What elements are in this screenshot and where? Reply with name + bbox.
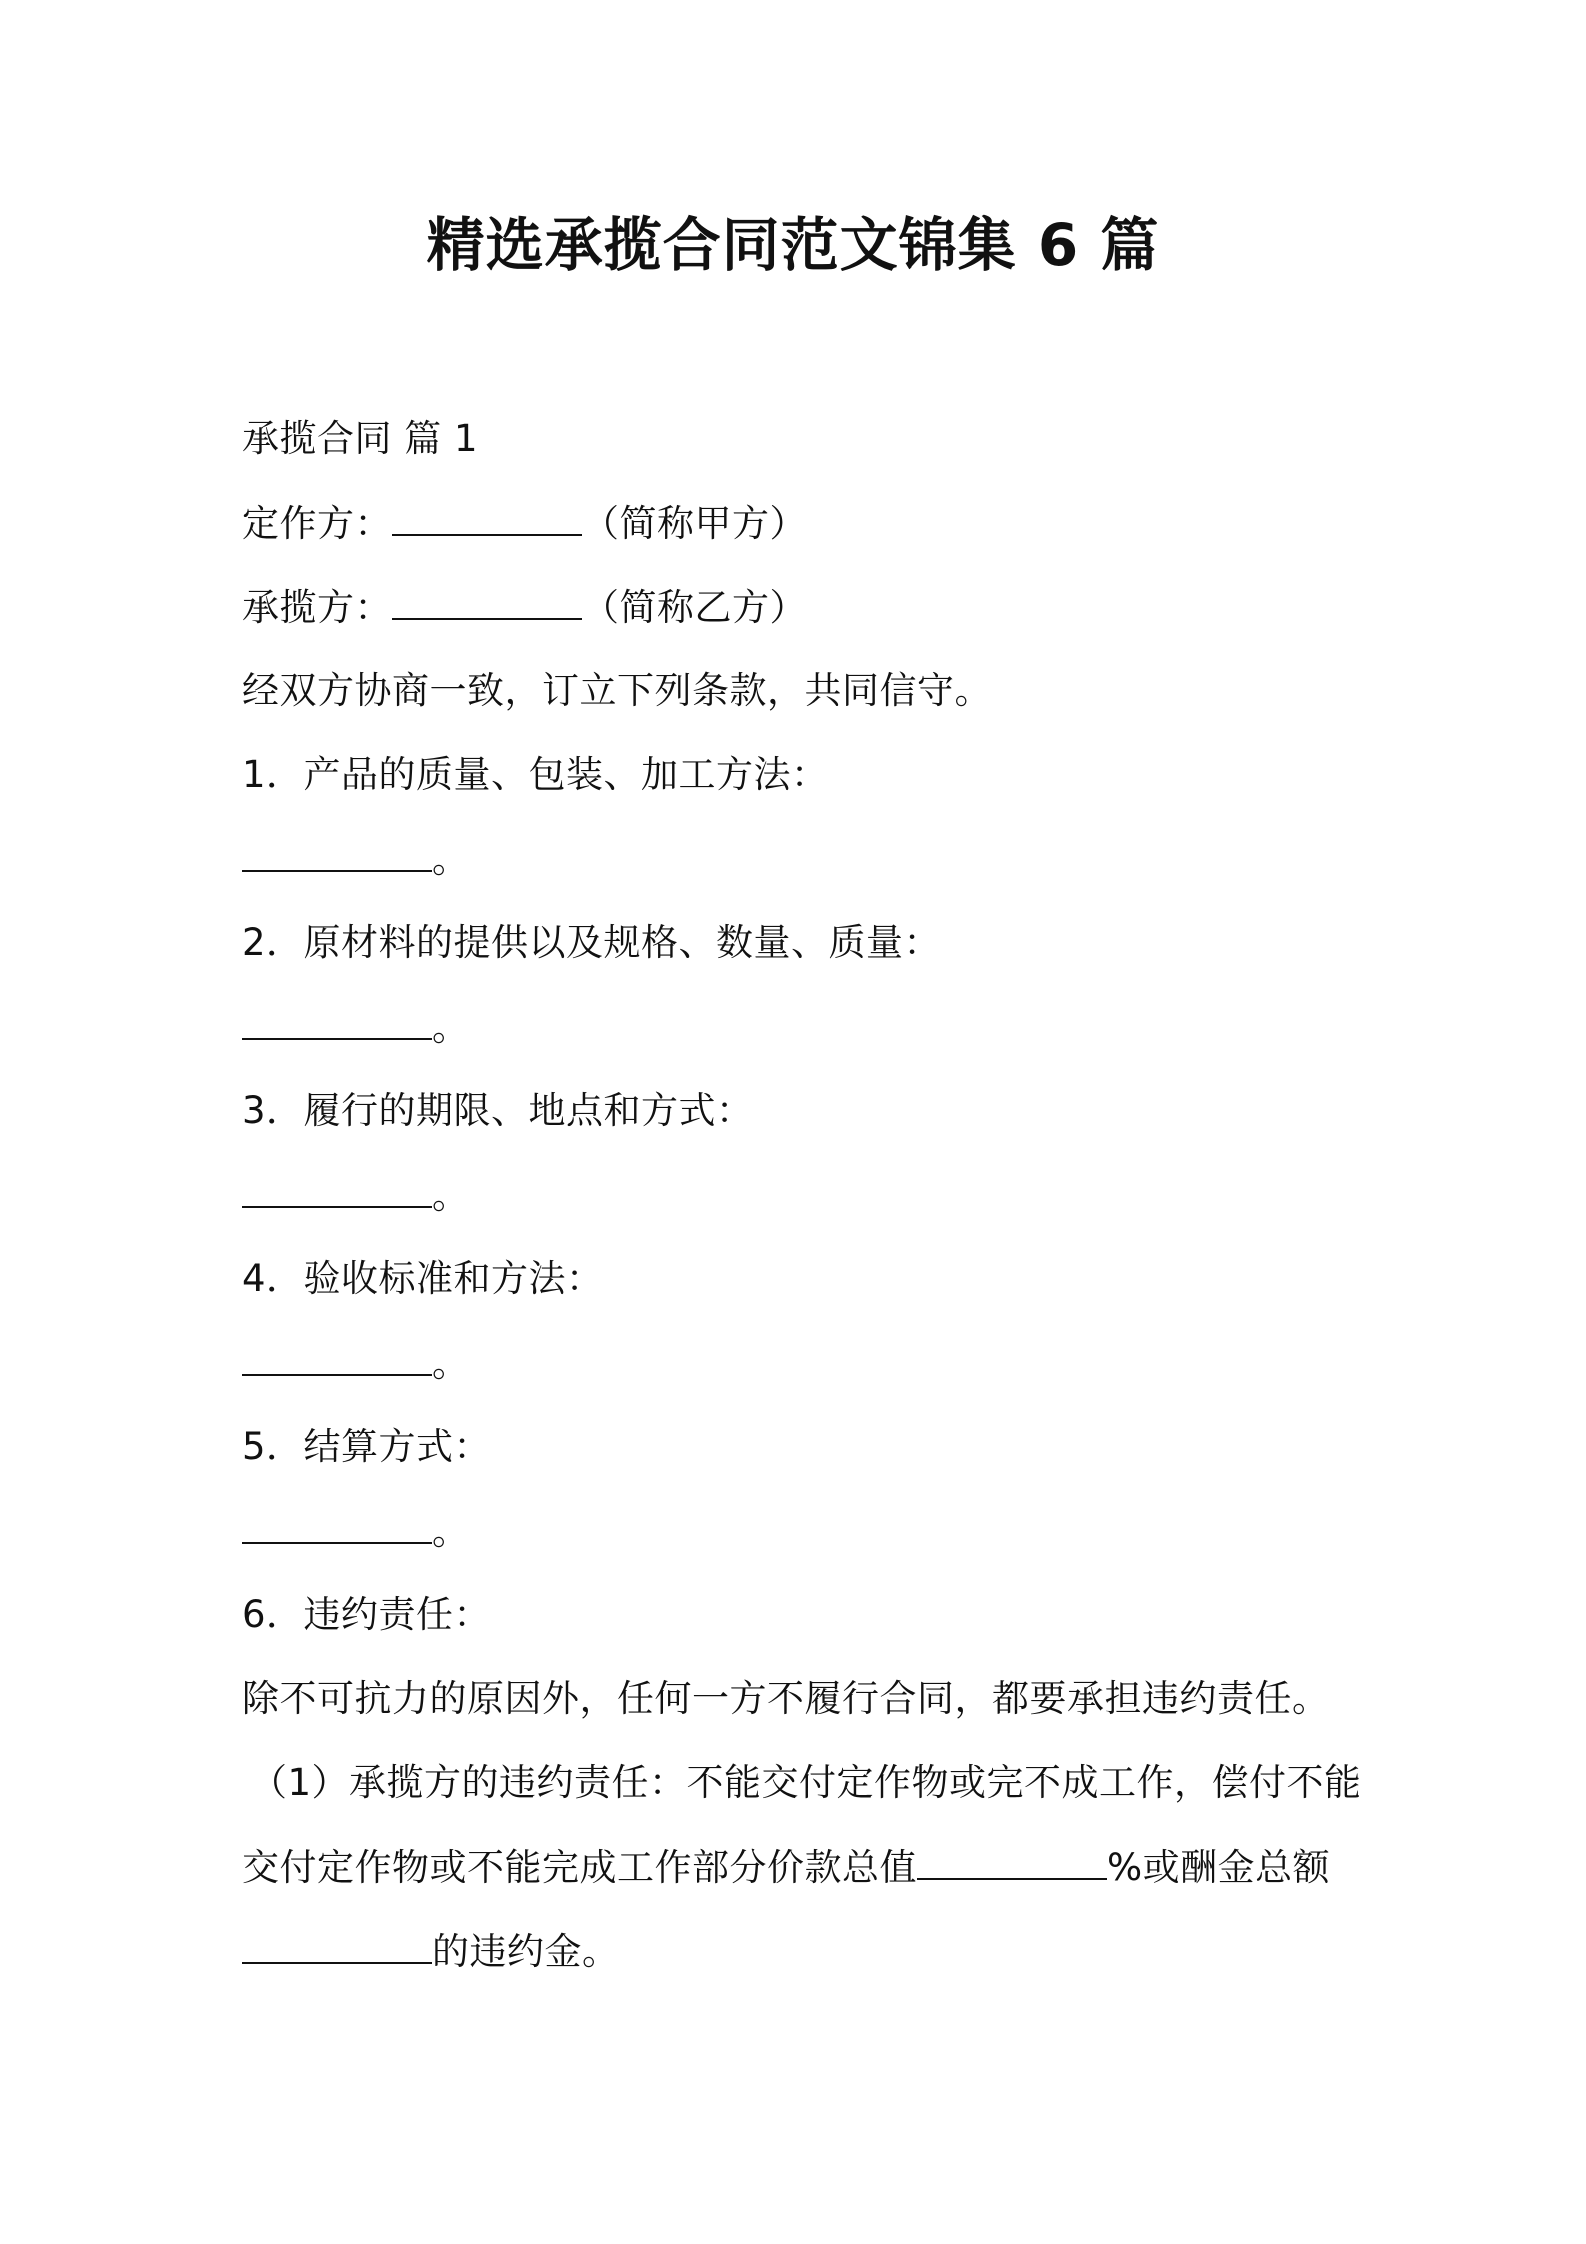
party-a-note: （简称甲方） — [582, 502, 807, 545]
clause-2-blank-line — [242, 1002, 470, 1053]
clause-2-end-mark: 。 — [432, 1006, 470, 1049]
clause-5-blank — [242, 1506, 432, 1544]
clause-6-item-1-line-1: （1）承揽方的违约责任：不能交付定作物或完不成工作，偿付不能 — [250, 1761, 1362, 1804]
clause-4-blank — [242, 1338, 432, 1376]
party-b-line — [242, 582, 807, 633]
clause-4-end-mark: 。 — [432, 1342, 470, 1385]
party-b-note: （简称乙方） — [582, 586, 807, 629]
clause-1-heading: 1．产品的质量、包装、加工方法： — [242, 753, 829, 796]
clause-6-heading: 6．违约责任： — [242, 1593, 492, 1636]
clause-3-blank-line — [242, 1170, 470, 1221]
clause-6-value-blank — [917, 1842, 1107, 1880]
clause-6-item-1-line-2-suffix: %或酬金总额 — [1107, 1846, 1331, 1889]
clause-6-item-1-line-3-suffix: 的违约金。 — [432, 1930, 620, 1973]
party-b-blank — [392, 582, 582, 620]
party-b-label: 承揽方： — [242, 586, 392, 629]
clause-1-blank — [242, 834, 432, 872]
clause-1-end-mark: 。 — [432, 838, 470, 881]
clause-5-end-mark: 。 — [432, 1510, 470, 1553]
clause-4-blank-line — [242, 1338, 470, 1389]
clause-1-blank-line — [242, 834, 470, 885]
clause-6-total-blank — [242, 1926, 432, 1964]
clause-5-blank-line — [242, 1506, 470, 1557]
agreement-text: 经双方协商一致，订立下列条款，共同信守。 — [242, 669, 992, 712]
clause-2-heading: 2．原材料的提供以及规格、数量、质量： — [242, 921, 942, 964]
clause-6-item-1-line-2-prefix: 交付定作物或不能完成工作部分价款总值 — [242, 1846, 917, 1889]
clause-3-end-mark: 。 — [432, 1174, 470, 1217]
party-a-line — [242, 498, 807, 549]
clause-6-item-1-line-2 — [242, 1842, 1330, 1893]
clause-5-heading: 5．结算方式： — [242, 1425, 492, 1468]
party-a-blank — [392, 498, 582, 536]
clause-3-blank — [242, 1170, 432, 1208]
section-heading: 承揽合同 篇 1 — [242, 417, 479, 460]
clause-6-intro: 除不可抗力的原因外，任何一方不履行合同，都要承担违约责任。 — [242, 1677, 1330, 1720]
page-title: 精选承揽合同范文锦集 6 篇 — [426, 211, 1160, 279]
clause-4-heading: 4．验收标准和方法： — [242, 1257, 604, 1300]
clause-6-item-1-line-3 — [242, 1926, 620, 1977]
party-a-label: 定作方： — [242, 502, 392, 545]
clause-2-blank — [242, 1002, 432, 1040]
clause-3-heading: 3．履行的期限、地点和方式： — [242, 1089, 754, 1132]
